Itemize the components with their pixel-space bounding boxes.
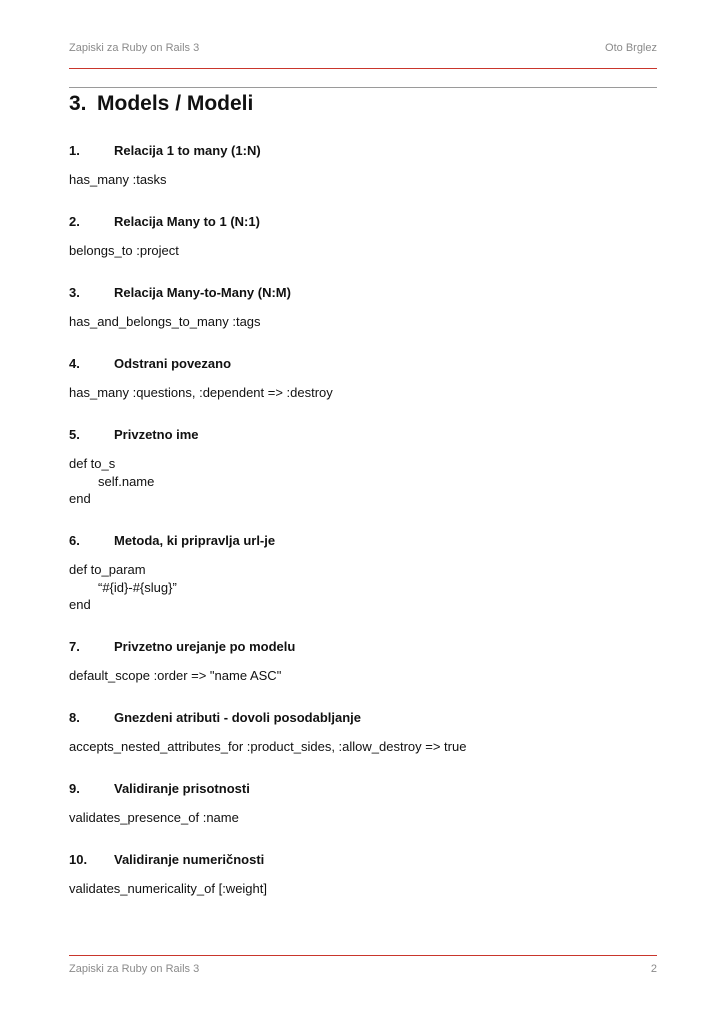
code-block xyxy=(69,455,154,508)
code-line: def to_s xyxy=(69,456,116,471)
section-number: 4. xyxy=(69,356,80,371)
section-number: 1. xyxy=(69,143,80,158)
code-line: end xyxy=(69,491,91,506)
section-title: Validiranje numeričnosti xyxy=(114,852,265,867)
section-number: 3. xyxy=(69,285,80,300)
code-line: def to_param xyxy=(69,562,146,577)
section-title: Privzetno urejanje po modelu xyxy=(114,639,296,654)
section-heading xyxy=(69,214,260,229)
code-line: accepts_nested_attributes_for :product_sides, :allow_destroy => true xyxy=(69,739,467,754)
section-1 xyxy=(69,143,669,214)
code-block xyxy=(69,313,261,331)
page-footer xyxy=(69,963,657,979)
section-5 xyxy=(69,427,669,533)
section-title: Relacija Many-to-Many (N:M) xyxy=(114,285,291,300)
section-9 xyxy=(69,781,669,852)
header-rule-gray xyxy=(69,87,657,88)
code-block xyxy=(69,738,466,756)
section-6 xyxy=(69,533,669,639)
code-block xyxy=(69,561,177,614)
section-number: 6. xyxy=(69,533,80,548)
section-8 xyxy=(69,710,669,781)
code-line: default_scope :order => "name ASC" xyxy=(69,668,282,683)
section-number: 5. xyxy=(69,427,80,442)
section-title: Relacija Many to 1 (N:1) xyxy=(114,214,260,229)
section-heading xyxy=(69,781,250,796)
section-title: Privzetno ime xyxy=(114,427,199,442)
footer-book-title: Zapiski za Ruby on Rails 3 xyxy=(69,963,200,975)
code-line: self.name xyxy=(98,473,155,489)
chapter-title: 3. Models / Modeli xyxy=(69,92,254,115)
code-line: end xyxy=(69,597,91,612)
code-line: has_and_belongs_to_many :tags xyxy=(69,314,261,329)
section-3 xyxy=(69,285,669,356)
code-line: validates_numericality_of [:weight] xyxy=(69,881,267,896)
code-line: belongs_to :project xyxy=(69,243,179,258)
page-header xyxy=(69,42,657,58)
code-line: validates_presence_of :name xyxy=(69,810,239,825)
section-4 xyxy=(69,356,669,427)
section-2 xyxy=(69,214,669,285)
section-heading xyxy=(69,356,231,371)
section-heading xyxy=(69,639,295,654)
section-title: Relacija 1 to many (1:N) xyxy=(114,143,261,158)
section-number: 9. xyxy=(69,781,80,796)
section-heading xyxy=(69,143,261,158)
section-title: Validiranje prisotnosti xyxy=(114,781,250,796)
code-block xyxy=(69,809,239,827)
code-line: has_many :questions, :dependent => :destroy xyxy=(69,385,333,400)
code-block xyxy=(69,384,333,402)
code-block xyxy=(69,880,267,898)
section-title: Gnezdeni atributi - dovoli posodabljanje xyxy=(114,710,362,725)
code-line: “#{id}-#{slug}” xyxy=(98,579,177,595)
section-heading xyxy=(69,710,361,725)
section-heading xyxy=(69,533,275,548)
section-title: Metoda, ki pripravlja url-je xyxy=(114,533,276,548)
header-rule-red xyxy=(69,68,657,69)
header-book-title: Zapiski za Ruby on Rails 3 xyxy=(69,42,200,54)
footer-rule-red xyxy=(69,955,657,956)
header-author: Oto Brglez xyxy=(605,42,657,54)
section-heading xyxy=(69,285,291,300)
section-number: 7. xyxy=(69,639,80,654)
code-block xyxy=(69,171,167,189)
section-10 xyxy=(69,852,669,923)
code-line: has_many :tasks xyxy=(69,172,167,187)
section-7 xyxy=(69,639,669,710)
code-block xyxy=(69,242,179,260)
section-title: Odstrani povezano xyxy=(114,356,232,371)
section-number: 2. xyxy=(69,214,80,229)
section-heading xyxy=(69,427,199,442)
page-number: 2 xyxy=(650,963,657,975)
section-number: 10. xyxy=(69,852,88,867)
section-number: 8. xyxy=(69,710,80,725)
section-heading xyxy=(69,852,264,867)
content xyxy=(69,143,669,923)
code-block xyxy=(69,667,281,685)
